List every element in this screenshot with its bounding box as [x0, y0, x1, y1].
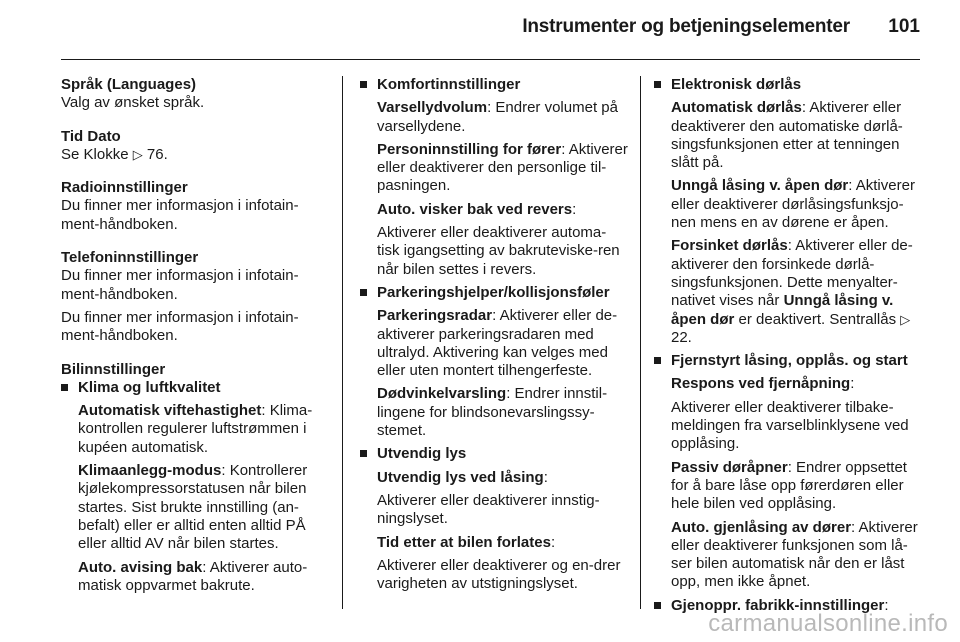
- list-item: [360, 445, 628, 593]
- text-fragment: : Aktiverer eller deaktiverer den personlige til-pasningen.: [377, 140, 628, 195]
- text-fragment: :: [850, 375, 855, 393]
- header-divider: [61, 59, 920, 60]
- section-language: [61, 76, 329, 113]
- page-title: Instrumenter og betjeningselementer: [522, 16, 850, 37]
- list-item: [61, 379, 329, 595]
- list-item: [360, 284, 628, 440]
- page-ref-arrow-icon: ▷: [132, 146, 143, 162]
- section-radio: [61, 179, 329, 234]
- text-fragment: Se Klokke: [61, 145, 133, 163]
- paragraph: [377, 534, 628, 552]
- column-divider: [640, 76, 641, 609]
- section-text: Valg av ønsket språk.: [61, 94, 205, 112]
- section-heading: Språk (Languages): [61, 76, 197, 93]
- text-fragment: er deaktivert. Sentrallås: [734, 310, 901, 328]
- square-bullet-icon: [654, 357, 661, 364]
- square-bullet-icon: [360, 450, 367, 457]
- paragraph: [78, 559, 329, 596]
- item-title: Klima og luftkvalitet: [78, 378, 221, 396]
- text-fragment: : Aktiverer eller deaktiverer den automatiske dørlå-singsfunksjonen etter at tenningen slått på.: [671, 99, 903, 172]
- term: Klimaanlegg-modus: [78, 462, 222, 480]
- term: Automatisk viftehastighet: [78, 402, 262, 420]
- section-time-date: [61, 128, 329, 165]
- square-bullet-icon: [654, 602, 661, 609]
- section-text: Du finner mer informasjon i infotain-ment-håndboken.: [61, 197, 299, 233]
- text-fragment: : Aktiverer eller deaktiverer dørlåsingsfunksjo-nen mens en av dørene er åpen.: [671, 177, 915, 232]
- term: Personinnstilling for fører: [377, 140, 562, 158]
- paragraph: [377, 385, 628, 440]
- text-fragment: : Endrer innstil-lingene for blindsonevarslingssy-stemet.: [377, 385, 608, 440]
- page-ref-link[interactable]: 22.: [671, 328, 692, 346]
- term: Dødvinkelvarsling: [377, 385, 507, 403]
- text-fragment: :: [884, 596, 889, 614]
- text-fragment: : Aktiverer eller de-aktiverer parkeringsradaren med ultralyd. Aktivering kan velges med eller uten montert tilhengerfeste.: [377, 307, 618, 380]
- column-divider: [342, 76, 343, 609]
- term: Utvendig lys ved låsing: [377, 468, 544, 486]
- square-bullet-icon: [654, 81, 661, 88]
- item-title: Elektronisk dørlås: [671, 76, 802, 93]
- term: Forsinket dørlås: [671, 237, 788, 255]
- term: Parkeringsradar: [377, 307, 493, 325]
- section-text: Du finner mer informasjon i infotain-ment-håndboken.: [61, 308, 299, 345]
- term: Unngå låsing v. åpen dør: [671, 292, 894, 328]
- text-fragment: : Endrer oppsettet for å bare låse opp førerdøren eller hele bilen ved opplåsing.: [671, 458, 907, 513]
- paragraph: [671, 519, 926, 592]
- section-heading: Bilinnstillinger: [61, 360, 166, 378]
- paragraph: [671, 459, 926, 514]
- text-fragment: : Endrer volumet på varsellydene.: [377, 99, 618, 135]
- term: Varsellydvolum: [377, 99, 488, 117]
- text-fragment: :: [543, 468, 548, 486]
- section-text: Du finner mer informasjon i infotain-ment-håndboken.: [61, 267, 299, 303]
- text-fragment: : Kontrollerer kjølekompressorstatusen når bilen startes. Sist brukte innstilling (an-befalt) eller er alltid enten alltid PÅ eller alltid AV når bilen startes.: [78, 462, 308, 553]
- square-bullet-icon: [61, 384, 68, 391]
- paragraph: Aktiverer eller deaktiverer innstig-ningslyset.: [377, 491, 600, 528]
- text-fragment: : Aktiverer eller de-aktiverer den forsinkede dørlå-singsfunksjonen. Dette menyalter-nativet vises når: [671, 237, 913, 310]
- page-ref-arrow-icon: ▷: [900, 311, 911, 327]
- section-heading: Radioinnstillinger: [61, 179, 188, 197]
- paragraph: Aktiverer eller deaktiverer og en-drer varigheten av utstigningslyset.: [377, 556, 621, 593]
- section-heading: Tid Dato: [61, 127, 121, 145]
- paragraph: [671, 237, 926, 347]
- term: Tid etter at bilen forlates: [377, 533, 551, 551]
- section-telephone: [61, 249, 329, 345]
- paragraph: [377, 99, 628, 136]
- watermark: carmanualsonline.info: [708, 610, 948, 637]
- paragraph: [377, 141, 628, 196]
- paragraph: [377, 469, 628, 487]
- item-title: Parkeringshjelper/kollisjonsføler: [377, 283, 610, 301]
- section-heading: Telefoninnstillinger: [61, 249, 199, 267]
- term: Auto. visker bak ved revers: [377, 200, 573, 218]
- term: Passiv døråpner: [671, 458, 788, 476]
- list-item: [654, 352, 926, 592]
- term: Unngå låsing v. åpen dør: [671, 177, 849, 195]
- list-item: [654, 76, 926, 347]
- list-item: [360, 76, 628, 279]
- text-fragment: :: [572, 200, 577, 218]
- paragraph: Aktiverer eller deaktiverer tilbake-meldingen fra varselblinklysene ved opplåsing.: [671, 398, 909, 453]
- term: Auto. avising bak: [78, 558, 203, 576]
- paragraph: Aktiverer eller deaktiverer automa-tisk igangsetting av bakruteviske-ren når bilen settes i revers.: [377, 224, 620, 278]
- term: Respons ved fjernåpning: [671, 375, 851, 393]
- square-bullet-icon: [360, 289, 367, 296]
- text-fragment: :: [550, 533, 556, 551]
- item-title: Fjernstyrt låsing, opplås. og start: [671, 352, 908, 370]
- page-ref-link[interactable]: 76.: [146, 145, 168, 163]
- item-title: Utvendig lys: [377, 445, 467, 463]
- item-title: Komfortinnstillinger: [377, 76, 521, 93]
- text-fragment: : Aktiverer eller deaktiverer funksjonen som lå-ser bilen automatisk når den er låst opp, men ikke åpnet.: [671, 518, 918, 591]
- text-fragment: : Aktiverer auto-matisk oppvarmet bakrute.: [78, 558, 308, 594]
- paragraph: [78, 462, 329, 553]
- section-text: [61, 146, 329, 164]
- column-1: [61, 76, 329, 610]
- paragraph: [671, 99, 926, 172]
- section-vehicle-settings: [61, 361, 329, 596]
- page-header: [0, 0, 960, 62]
- paragraph: [78, 402, 329, 457]
- paragraph: [671, 375, 926, 393]
- square-bullet-icon: [360, 81, 367, 88]
- term: Automatisk dørlås: [671, 99, 802, 117]
- column-3: [654, 76, 926, 620]
- paragraph: [377, 307, 628, 380]
- page-number: 101: [888, 16, 920, 37]
- paragraph: [377, 201, 628, 219]
- column-2: [360, 76, 628, 598]
- text-fragment: : Klima-kontrollen regulerer luftstrømmen i kupéen automatisk.: [78, 402, 313, 456]
- term: Auto. gjenlåsing av dører: [671, 518, 852, 536]
- text-fragment: Gjenoppr. fabrikk-innstillinger: [671, 596, 885, 614]
- paragraph: [671, 177, 926, 232]
